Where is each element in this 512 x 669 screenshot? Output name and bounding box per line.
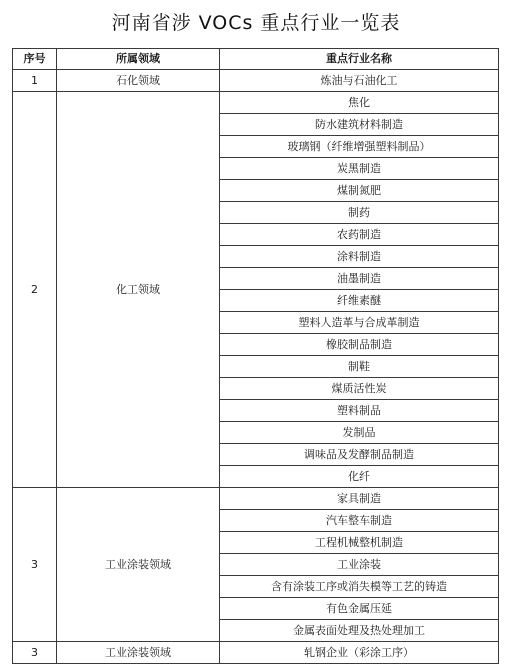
industry-name: 炼油与石油化工 [220,70,499,92]
header-field: 所属领域 [57,49,220,70]
row-number: 1 [13,70,57,92]
industry-name: 玻璃钢（纤维增强塑料制品） [220,136,499,158]
industry-name: 煤质活性炭 [220,378,499,400]
row-number: 3 [13,488,57,642]
table-body [13,70,499,664]
industry-name: 焦化 [220,92,499,114]
industry-name: 金属表面处理及热处理加工 [220,620,499,642]
industry-name: 炭黑制造 [220,158,499,180]
row-number: 3 [13,642,57,664]
industry-name: 工程机械整机制造 [220,532,499,554]
industry-name: 轧钢企业（彩涂工序） [220,642,499,664]
industry-name: 家具制造 [220,488,499,510]
industry-name: 调味品及发酵制品制造 [220,444,499,466]
industry-name: 防水建筑材料制造 [220,114,499,136]
field-name: 化工领域 [57,92,220,488]
industry-name: 塑料人造革与合成革制造 [220,312,499,334]
industry-name: 橡胶制品制造 [220,334,499,356]
field-name: 石化领域 [57,70,220,92]
industry-name: 制鞋 [220,356,499,378]
industry-name: 油墨制造 [220,268,499,290]
industry-name: 煤制氮肥 [220,180,499,202]
field-name: 工业涂装领域 [57,488,220,642]
industry-name: 工业涂装 [220,554,499,576]
row-number: 2 [13,92,57,488]
industry-name: 塑料制品 [220,400,499,422]
document-title: 河南省涉 VOCs 重点行业一览表 [111,12,401,34]
field-name: 工业涂装领域 [57,642,220,664]
industry-name: 含有涂装工序或消失模等工艺的铸造 [220,576,499,598]
header-number: 序号 [13,49,57,70]
table-row [13,70,499,92]
table-row [13,488,499,510]
industry-name: 化纤 [220,466,499,488]
industry-name: 有色金属压延 [220,598,499,620]
table-row [13,642,499,664]
industry-name: 涂料制造 [220,246,499,268]
industry-name: 纤维素醚 [220,290,499,312]
header-industry: 重点行业名称 [220,49,499,70]
table-header-row [13,49,499,70]
industry-name: 农药制造 [220,224,499,246]
industry-table [12,48,499,664]
table-row [13,92,499,114]
industry-name: 发制品 [220,422,499,444]
industry-name: 汽车整车制造 [220,510,499,532]
industry-name: 制药 [220,202,499,224]
